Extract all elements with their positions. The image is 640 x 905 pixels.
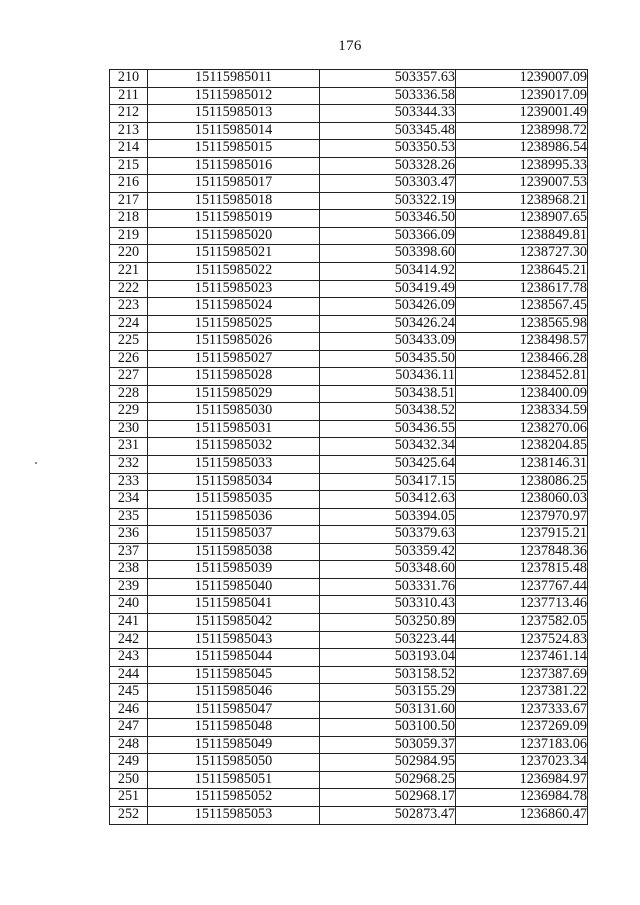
x-coordinate-cell: 503357.63 — [320, 70, 456, 88]
row-number-cell: 228 — [110, 385, 148, 403]
table-row — [110, 543, 588, 561]
row-number-cell: 221 — [110, 263, 148, 281]
point-id-cell: 15115985031 — [148, 420, 320, 438]
y-coordinate-cell: 1236984.97 — [456, 771, 588, 789]
x-coordinate-cell: 503059.37 — [320, 736, 456, 754]
y-coordinate-cell: 1239017.09 — [456, 87, 588, 105]
y-coordinate-cell: 1237381.22 — [456, 684, 588, 702]
point-id-cell: 15115985053 — [148, 806, 320, 824]
y-coordinate-cell: 1238968.21 — [456, 192, 588, 210]
point-id-cell: 15115985021 — [148, 245, 320, 263]
y-coordinate-cell: 1237713.46 — [456, 596, 588, 614]
y-coordinate-cell: 1237815.48 — [456, 561, 588, 579]
point-id-cell: 15115985025 — [148, 315, 320, 333]
x-coordinate-cell: 502968.17 — [320, 789, 456, 807]
row-number-cell: 214 — [110, 140, 148, 158]
point-id-cell: 15115985011 — [148, 70, 320, 88]
y-coordinate-cell: 1236860.47 — [456, 806, 588, 824]
y-coordinate-cell: 1238452.81 — [456, 368, 588, 386]
x-coordinate-cell: 502968.25 — [320, 771, 456, 789]
x-coordinate-cell: 503366.09 — [320, 227, 456, 245]
table-row — [110, 280, 588, 298]
table-row — [110, 227, 588, 245]
row-number-cell: 240 — [110, 596, 148, 614]
point-id-cell: 15115985038 — [148, 543, 320, 561]
x-coordinate-cell: 503193.04 — [320, 649, 456, 667]
row-number-cell: 246 — [110, 701, 148, 719]
x-coordinate-cell: 503100.50 — [320, 719, 456, 737]
row-number-cell: 211 — [110, 87, 148, 105]
x-coordinate-cell: 503436.11 — [320, 368, 456, 386]
row-number-cell: 232 — [110, 456, 148, 474]
row-number-cell: 225 — [110, 333, 148, 351]
table-row — [110, 438, 588, 456]
scan-speck — [35, 462, 37, 464]
row-number-cell: 244 — [110, 666, 148, 684]
point-id-cell: 15115985046 — [148, 684, 320, 702]
point-id-cell: 15115985036 — [148, 508, 320, 526]
x-coordinate-cell: 503379.63 — [320, 526, 456, 544]
y-coordinate-cell: 1238334.59 — [456, 403, 588, 421]
point-id-cell: 15115985029 — [148, 385, 320, 403]
point-id-cell: 15115985033 — [148, 456, 320, 474]
y-coordinate-cell: 1238146.31 — [456, 456, 588, 474]
table-row — [110, 456, 588, 474]
table-row — [110, 333, 588, 351]
row-number-cell: 227 — [110, 368, 148, 386]
x-coordinate-cell: 503419.49 — [320, 280, 456, 298]
table-row — [110, 403, 588, 421]
x-coordinate-cell: 503426.24 — [320, 315, 456, 333]
table-row — [110, 649, 588, 667]
row-number-cell: 249 — [110, 754, 148, 772]
y-coordinate-cell: 1238567.45 — [456, 298, 588, 316]
y-coordinate-cell: 1238907.65 — [456, 210, 588, 228]
table-row — [110, 806, 588, 824]
x-coordinate-cell: 503223.44 — [320, 631, 456, 649]
point-id-cell: 15115985041 — [148, 596, 320, 614]
table-row — [110, 473, 588, 491]
y-coordinate-cell: 1237848.36 — [456, 543, 588, 561]
x-coordinate-cell: 503310.43 — [320, 596, 456, 614]
y-coordinate-cell: 1239001.49 — [456, 105, 588, 123]
row-number-cell: 218 — [110, 210, 148, 228]
row-number-cell: 241 — [110, 613, 148, 631]
point-id-cell: 15115985023 — [148, 280, 320, 298]
point-id-cell: 15115985052 — [148, 789, 320, 807]
table-row — [110, 420, 588, 438]
point-id-cell: 15115985040 — [148, 578, 320, 596]
table-row — [110, 385, 588, 403]
table-row — [110, 140, 588, 158]
row-number-cell: 236 — [110, 526, 148, 544]
table-row — [110, 210, 588, 228]
y-coordinate-cell: 1238400.09 — [456, 385, 588, 403]
y-coordinate-cell: 1237970.97 — [456, 508, 588, 526]
x-coordinate-cell: 503394.05 — [320, 508, 456, 526]
y-coordinate-cell: 1239007.53 — [456, 175, 588, 193]
x-coordinate-cell: 502873.47 — [320, 806, 456, 824]
x-coordinate-cell: 503331.76 — [320, 578, 456, 596]
table-row — [110, 561, 588, 579]
row-number-cell: 210 — [110, 70, 148, 88]
y-coordinate-cell: 1238998.72 — [456, 122, 588, 140]
point-id-cell: 15115985022 — [148, 263, 320, 281]
y-coordinate-cell: 1238086.25 — [456, 473, 588, 491]
point-id-cell: 15115985012 — [148, 87, 320, 105]
table-row — [110, 613, 588, 631]
table-row — [110, 666, 588, 684]
table-row — [110, 526, 588, 544]
point-id-cell: 15115985050 — [148, 754, 320, 772]
y-coordinate-cell: 1239007.09 — [456, 70, 588, 88]
row-number-cell: 239 — [110, 578, 148, 596]
point-id-cell: 15115985043 — [148, 631, 320, 649]
y-coordinate-cell: 1238986.54 — [456, 140, 588, 158]
table-row — [110, 70, 588, 88]
table-row — [110, 350, 588, 368]
point-id-cell: 15115985048 — [148, 719, 320, 737]
point-id-cell: 15115985035 — [148, 491, 320, 509]
point-id-cell: 15115985034 — [148, 473, 320, 491]
y-coordinate-cell: 1238645.21 — [456, 263, 588, 281]
x-coordinate-cell: 503359.42 — [320, 543, 456, 561]
point-id-cell: 15115985047 — [148, 701, 320, 719]
y-coordinate-cell: 1237767.44 — [456, 578, 588, 596]
point-id-cell: 15115985027 — [148, 350, 320, 368]
row-number-cell: 224 — [110, 315, 148, 333]
table-row — [110, 789, 588, 807]
point-id-cell: 15115985013 — [148, 105, 320, 123]
table-row — [110, 263, 588, 281]
point-id-cell: 15115985030 — [148, 403, 320, 421]
table-row — [110, 771, 588, 789]
row-number-cell: 212 — [110, 105, 148, 123]
x-coordinate-cell: 503348.60 — [320, 561, 456, 579]
row-number-cell: 229 — [110, 403, 148, 421]
y-coordinate-cell: 1237183.06 — [456, 736, 588, 754]
point-id-cell: 15115985049 — [148, 736, 320, 754]
table-row — [110, 315, 588, 333]
y-coordinate-cell: 1238060.03 — [456, 491, 588, 509]
x-coordinate-cell: 503435.50 — [320, 350, 456, 368]
table-row — [110, 157, 588, 175]
row-number-cell: 223 — [110, 298, 148, 316]
y-coordinate-cell: 1238270.06 — [456, 420, 588, 438]
row-number-cell: 231 — [110, 438, 148, 456]
row-number-cell: 222 — [110, 280, 148, 298]
x-coordinate-cell: 503322.19 — [320, 192, 456, 210]
row-number-cell: 252 — [110, 806, 148, 824]
x-coordinate-cell: 503328.26 — [320, 157, 456, 175]
x-coordinate-cell: 503425.64 — [320, 456, 456, 474]
x-coordinate-cell: 503303.47 — [320, 175, 456, 193]
y-coordinate-cell: 1238617.78 — [456, 280, 588, 298]
row-number-cell: 220 — [110, 245, 148, 263]
x-coordinate-cell: 503436.55 — [320, 420, 456, 438]
y-coordinate-cell: 1238995.33 — [456, 157, 588, 175]
table-row — [110, 684, 588, 702]
y-coordinate-cell: 1238727.30 — [456, 245, 588, 263]
row-number-cell: 219 — [110, 227, 148, 245]
point-id-cell: 15115985020 — [148, 227, 320, 245]
y-coordinate-cell: 1238498.57 — [456, 333, 588, 351]
y-coordinate-cell: 1237461.14 — [456, 649, 588, 667]
x-coordinate-cell: 503155.29 — [320, 684, 456, 702]
row-number-cell: 226 — [110, 350, 148, 368]
x-coordinate-cell: 503398.60 — [320, 245, 456, 263]
x-coordinate-cell: 503131.60 — [320, 701, 456, 719]
point-id-cell: 15115985044 — [148, 649, 320, 667]
y-coordinate-cell: 1236984.78 — [456, 789, 588, 807]
y-coordinate-cell: 1237524.83 — [456, 631, 588, 649]
row-number-cell: 247 — [110, 719, 148, 737]
table-row — [110, 736, 588, 754]
x-coordinate-cell: 503412.63 — [320, 491, 456, 509]
row-number-cell: 251 — [110, 789, 148, 807]
point-id-cell: 15115985039 — [148, 561, 320, 579]
point-id-cell: 15115985042 — [148, 613, 320, 631]
row-number-cell: 216 — [110, 175, 148, 193]
point-id-cell: 15115985019 — [148, 210, 320, 228]
x-coordinate-cell: 503426.09 — [320, 298, 456, 316]
table-row — [110, 578, 588, 596]
table-row — [110, 87, 588, 105]
x-coordinate-cell: 503438.51 — [320, 385, 456, 403]
y-coordinate-cell: 1237387.69 — [456, 666, 588, 684]
x-coordinate-cell: 503158.52 — [320, 666, 456, 684]
x-coordinate-cell: 503414.92 — [320, 263, 456, 281]
point-id-cell: 15115985016 — [148, 157, 320, 175]
point-id-cell: 15115985037 — [148, 526, 320, 544]
y-coordinate-cell: 1237333.67 — [456, 701, 588, 719]
row-number-cell: 234 — [110, 491, 148, 509]
table-row — [110, 754, 588, 772]
x-coordinate-cell: 503350.53 — [320, 140, 456, 158]
table-row — [110, 491, 588, 509]
x-coordinate-cell: 503433.09 — [320, 333, 456, 351]
row-number-cell: 217 — [110, 192, 148, 210]
x-coordinate-cell: 503438.52 — [320, 403, 456, 421]
x-coordinate-cell: 503344.33 — [320, 105, 456, 123]
point-id-cell: 15115985018 — [148, 192, 320, 210]
y-coordinate-cell: 1238565.98 — [456, 315, 588, 333]
table-row — [110, 631, 588, 649]
y-coordinate-cell: 1237023.34 — [456, 754, 588, 772]
row-number-cell: 213 — [110, 122, 148, 140]
point-id-cell: 15115985045 — [148, 666, 320, 684]
row-number-cell: 230 — [110, 420, 148, 438]
y-coordinate-cell: 1237915.21 — [456, 526, 588, 544]
row-number-cell: 250 — [110, 771, 148, 789]
table-row — [110, 701, 588, 719]
y-coordinate-cell: 1238204.85 — [456, 438, 588, 456]
x-coordinate-cell: 503250.89 — [320, 613, 456, 631]
row-number-cell: 243 — [110, 649, 148, 667]
x-coordinate-cell: 503346.50 — [320, 210, 456, 228]
x-coordinate-cell: 502984.95 — [320, 754, 456, 772]
coordinates-table — [109, 69, 588, 825]
point-id-cell: 15115985015 — [148, 140, 320, 158]
y-coordinate-cell: 1237582.05 — [456, 613, 588, 631]
table-row — [110, 719, 588, 737]
y-coordinate-cell: 1237269.09 — [456, 719, 588, 737]
row-number-cell: 248 — [110, 736, 148, 754]
row-number-cell: 233 — [110, 473, 148, 491]
row-number-cell: 238 — [110, 561, 148, 579]
table-row — [110, 298, 588, 316]
point-id-cell: 15115985014 — [148, 122, 320, 140]
x-coordinate-cell: 503432.34 — [320, 438, 456, 456]
table-row — [110, 508, 588, 526]
x-coordinate-cell: 503417.15 — [320, 473, 456, 491]
row-number-cell: 245 — [110, 684, 148, 702]
point-id-cell: 15115985026 — [148, 333, 320, 351]
row-number-cell: 237 — [110, 543, 148, 561]
point-id-cell: 15115985028 — [148, 368, 320, 386]
coordinates-table-body — [110, 70, 588, 825]
x-coordinate-cell: 503345.48 — [320, 122, 456, 140]
point-id-cell: 15115985032 — [148, 438, 320, 456]
row-number-cell: 242 — [110, 631, 148, 649]
y-coordinate-cell: 1238849.81 — [456, 227, 588, 245]
table-row — [110, 122, 588, 140]
x-coordinate-cell: 503336.58 — [320, 87, 456, 105]
table-row — [110, 368, 588, 386]
y-coordinate-cell: 1238466.28 — [456, 350, 588, 368]
table-row — [110, 192, 588, 210]
page-number: 176 — [338, 38, 362, 54]
table-row — [110, 245, 588, 263]
table-row — [110, 175, 588, 193]
point-id-cell: 15115985051 — [148, 771, 320, 789]
row-number-cell: 235 — [110, 508, 148, 526]
row-number-cell: 215 — [110, 157, 148, 175]
table-row — [110, 105, 588, 123]
point-id-cell: 15115985017 — [148, 175, 320, 193]
table-row — [110, 596, 588, 614]
point-id-cell: 15115985024 — [148, 298, 320, 316]
